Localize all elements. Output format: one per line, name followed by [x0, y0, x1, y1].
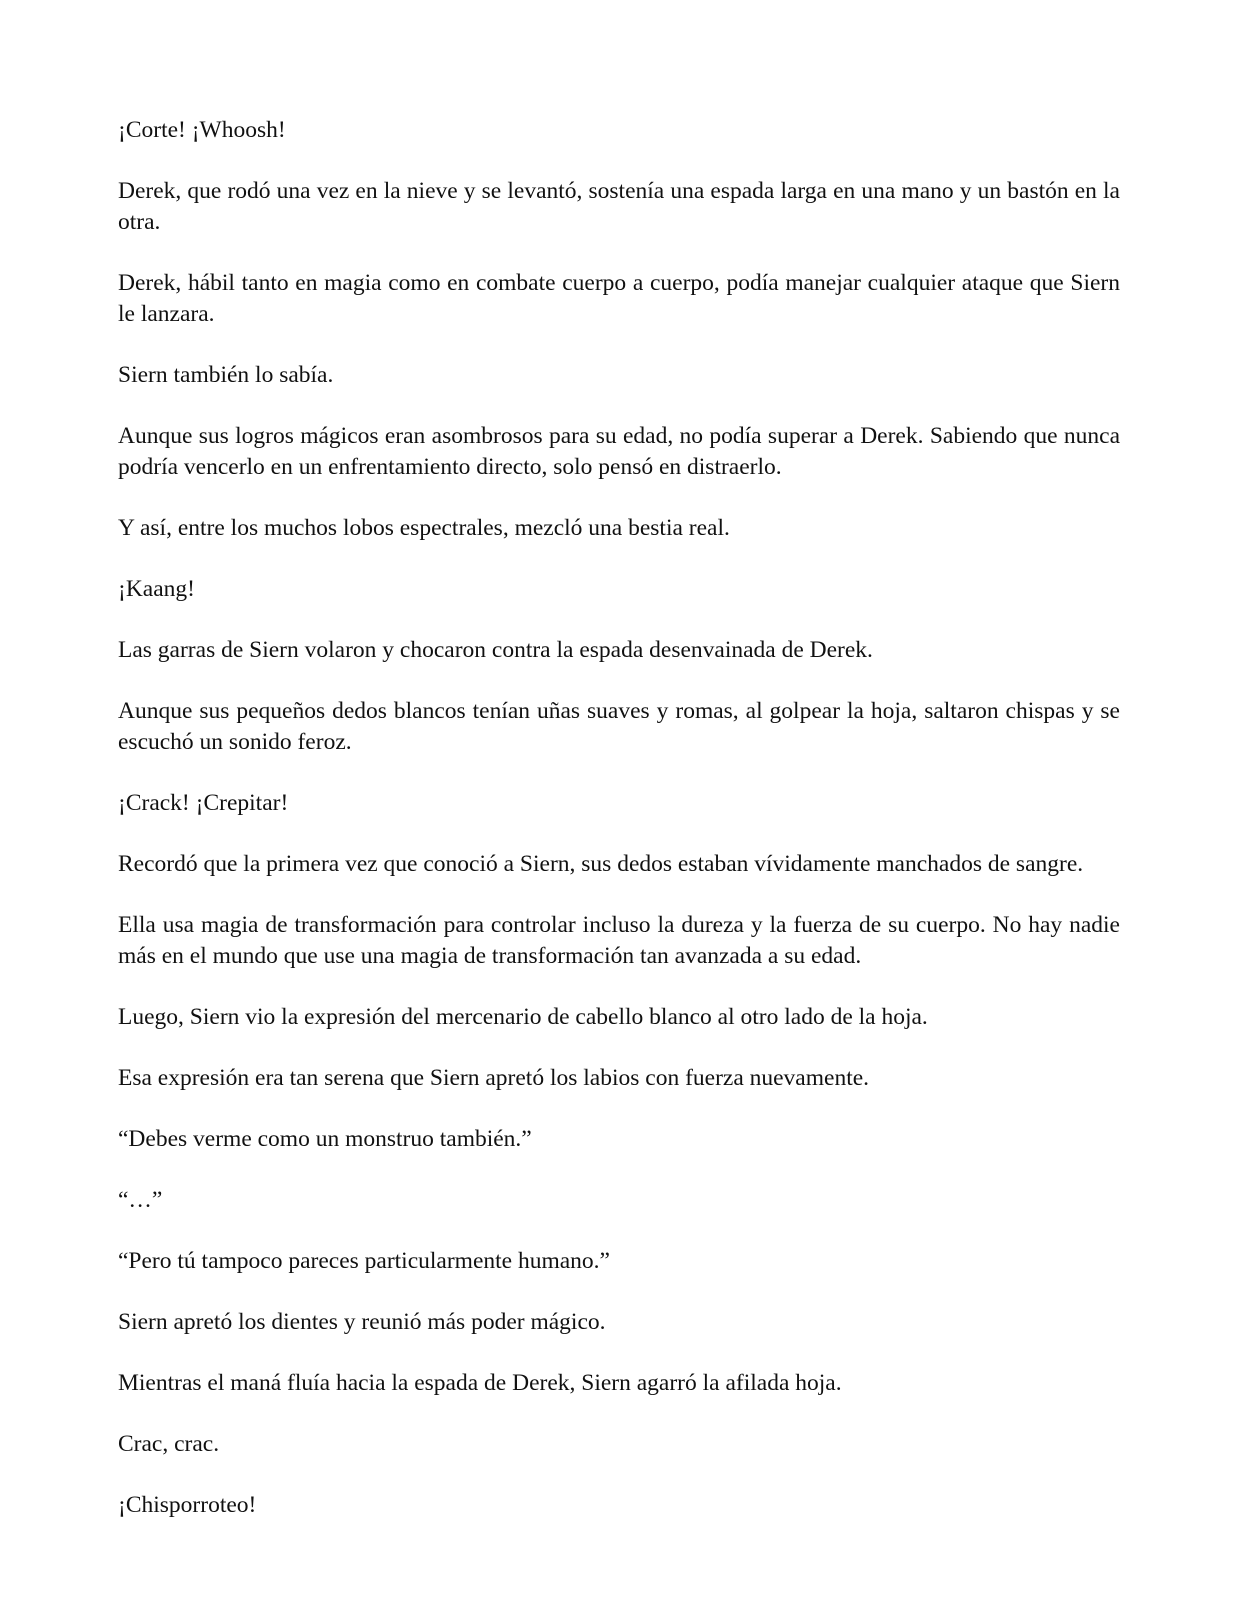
paragraph: Derek, hábil tanto en magia como en combate cuerpo a cuerpo, podía manejar cualquier ataque que Siern le lanzara.: [118, 270, 1120, 327]
paragraph: ¡Kaang!: [118, 576, 195, 602]
paragraph: ¡Corte! ¡Whoosh!: [118, 117, 286, 143]
paragraph: “…”: [118, 1187, 163, 1213]
paragraph: Ella usa magia de transformación para controlar incluso la dureza y la fuerza de su cuerpo. No hay nadie más en el mundo que use una magia de transformación tan avanzada a su edad.: [118, 912, 1120, 969]
paragraph: Luego, Siern vio la expresión del mercenario de cabello blanco al otro lado de la hoja.: [118, 1004, 928, 1030]
paragraph: Siern apretó los dientes y reunió más poder mágico.: [118, 1309, 606, 1335]
paragraph: Recordó que la primera vez que conoció a Siern, sus dedos estaban vívidamente manchados de sangre.: [118, 851, 1084, 877]
paragraph: Mientras el maná fluía hacia la espada de Derek, Siern agarró la afilada hoja.: [118, 1370, 842, 1396]
paragraph: ¡Crack! ¡Crepitar!: [118, 790, 289, 816]
paragraph: Aunque sus pequeños dedos blancos tenían uñas suaves y romas, al golpear la hoja, saltaron chispas y se escuchó un sonido feroz.: [118, 698, 1120, 755]
paragraph: Crac, crac.: [118, 1431, 220, 1457]
paragraph: ¡Chisporroteo!: [118, 1492, 257, 1518]
paragraph: Y así, entre los muchos lobos espectrales, mezcló una bestia real.: [118, 515, 730, 541]
paragraph: Aunque sus logros mágicos eran asombrosos para su edad, no podía superar a Derek. Sabiendo que nunca podría vencerlo en un enfrentamiento directo, solo pensó en distraerlo.: [118, 423, 1120, 480]
paragraph: “Debes verme como un monstruo también.”: [118, 1126, 532, 1152]
paragraph: Siern también lo sabía.: [118, 362, 334, 388]
paragraph: Derek, que rodó una vez en la nieve y se levantó, sostenía una espada larga en una mano y un bastón en la otra.: [118, 178, 1120, 235]
paragraph: “Pero tú tampoco pareces particularmente humano.”: [118, 1248, 610, 1274]
paragraph: Las garras de Siern volaron y chocaron contra la espada desenvainada de Derek.: [118, 637, 873, 663]
paragraph: Esa expresión era tan serena que Siern apretó los labios con fuerza nuevamente.: [118, 1065, 870, 1091]
document-body: [118, 115, 1120, 1551]
